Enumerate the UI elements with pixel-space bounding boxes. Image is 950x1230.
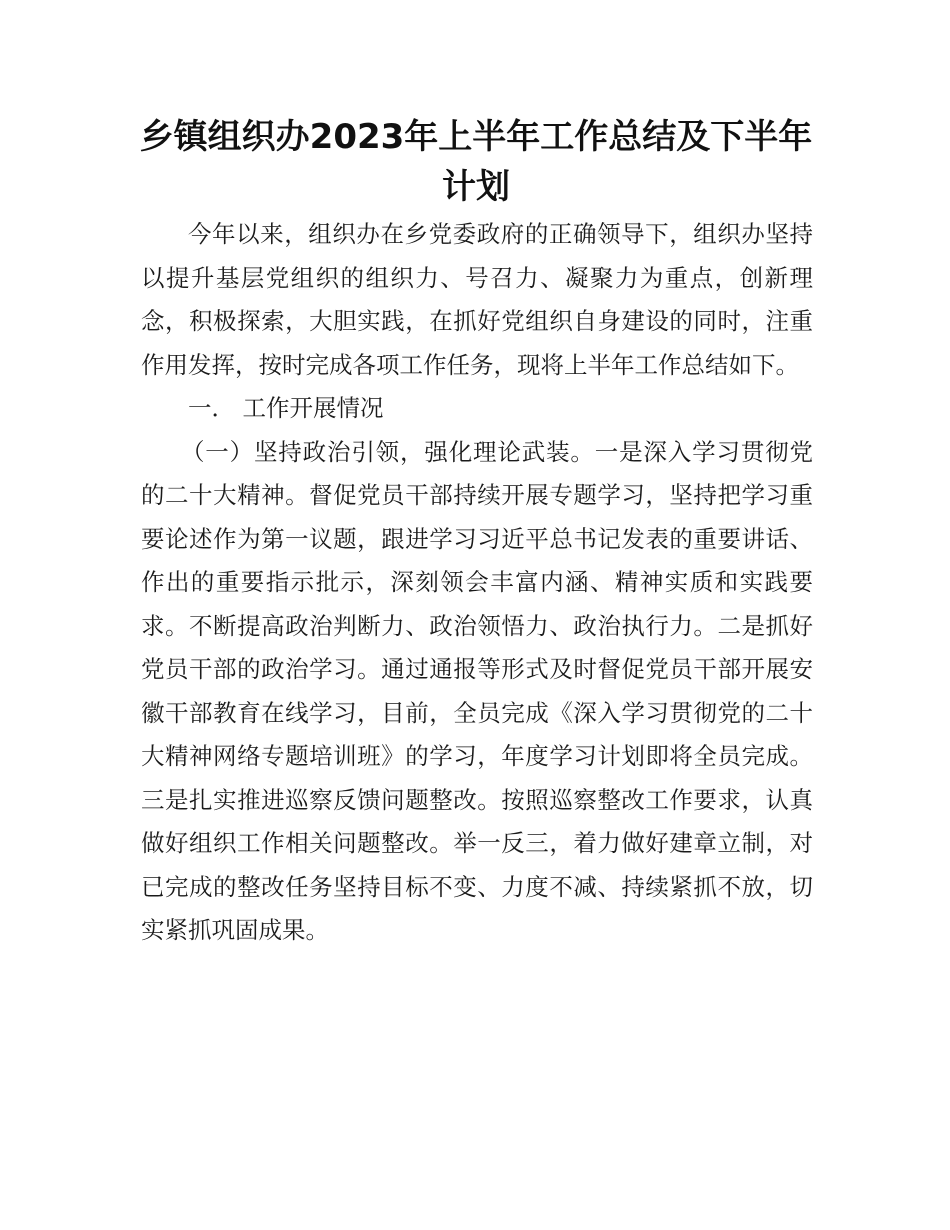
document-title: 乡镇组织办2023年上半年工作总结及下半年计划	[139, 117, 813, 207]
subsection-paragraph: （一）坚持政治引领，强化理论武装。一是深入学习贯彻党的二十大精神。督促党员干部持续开展专题学习，坚持把学习重要论述作为第一议题，跟进学习习近平总书记发表的重要讲话、作出的重要指示批示，深刻领会丰富内涵、精神实质和实践要求。不断提高政治判断力、政治领悟力、政治执行力。二是抓好党员干部的政治学习。通过通报等形式及时督促党员干部开展安徽干部教育在线学习，目前，全员完成《深入学习贯彻党的二十大精神网络专题培训班》的学习，年度学习计划即将全员完成。三是扎实推进巡察反馈问题整改。按照巡察整改工作要求，认真做好组织工作相关问题整改。举一反三，着力做好建章立制，对已完成的整改任务坚持目标不变、力度不减、持续紧抓不放，切实紧抓巩固成果。	[141, 437, 813, 944]
section-heading: 一． 工作开展情况	[188, 394, 384, 422]
intro-paragraph: 今年以来，组织办在乡党委政府的正确领导下，组织办坚持以提升基层党组织的组织力、号召力、凝聚力为重点，创新理念，积极探索，大胆实践，在抓好党组织自身建设的同时，注重作用发挥，按时完成各项工作任务，现将上半年工作总结如下。	[141, 220, 813, 379]
document-body	[141, 213, 813, 953]
